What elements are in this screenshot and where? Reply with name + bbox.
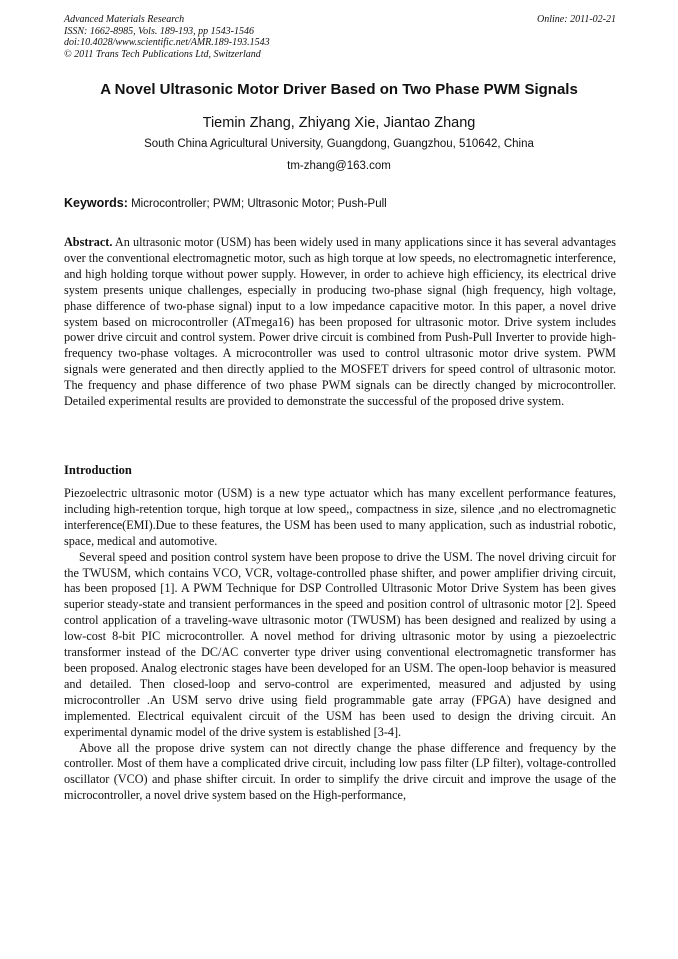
abstract [64, 235, 616, 410]
introduction-body [64, 486, 616, 804]
paragraph: Piezoelectric ultrasonic motor (USM) is a new type actuator which has many excellent performance features, including high-retention torque, high torque at low speed,, compactness in size, silence ,and no electromagnetic interference(EMI).Due to these features, the USM has been used to many application, such as industrial robotic, space, medical and automotive. [64, 486, 616, 548]
keywords-text: Microcontroller; PWM; Ultrasonic Motor; Push-Pull [127, 198, 387, 210]
affiliation: South China Agricultural University, Guangdong, Guangzhou, 510642, China [144, 138, 534, 150]
copyright-line: © 2011 Trans Tech Publications Ltd, Switzerland [64, 48, 261, 60]
journal-header [64, 14, 616, 60]
abstract-label: Abstract. [64, 235, 113, 249]
contact-email: tm-zhang@163.com [287, 160, 391, 172]
keywords-label: Keywords: [64, 196, 128, 210]
author-list: Tiemin Zhang, Zhiyang Xie, Jiantao Zhang [202, 115, 476, 131]
keywords [64, 196, 616, 210]
online-date: Online: 2011-02-21 [537, 14, 616, 25]
issn-line: ISSN: 1662-8985, Vols. 189-193, pp 1543-1546 [64, 25, 254, 37]
doi-line: doi:10.4028/www.scientific.net/AMR.189-193.1543 [64, 37, 270, 48]
paragraph: Above all the propose drive system can not directly change the phase difference and frequency by the controller. Most of them have a complicated drive circuit, including low pass filter (LP filter), voltage-controlled oscillator (VCO) and phase shifter circuit. In order to simplify the drive circuit and improve the usage of the microcontroller, a novel drive system based on the High-performance, [64, 740, 616, 803]
journal-name: Advanced Materials Research [64, 14, 185, 25]
abstract-text: An ultrasonic motor (USM) has been widely used in many applications since it has several advantages over the conventional electromagnetic motor, such as high torque at low speeds, no electromagnetic interference, and high holding torque without power supply. However, in order to achieve high efficiency, its electrical drive system presents unique challenges, especially in producing two-phase signal (high frequency, high voltage, phase difference of two-phase signal) input to a low impedance capacitive motor. In this paper, a novel drive system based on microcontroller (ATmega16) has been proposed for ultrasonic motor. Drive system includes power drive circuit and control system. Power drive circuit is combined from Push-Pull Inverter to provide high-frequency two-phase voltages. A microcontroller was used to control ultrasonic motor drive system. PWM signals were generated and then directly applied to the MOSFET drivers for speed control of ultrasonic motor. The frequency and phase difference of two phase PWM signals can be directly changed by microcontroller. Detailed experimental results are provided to demonstrate the successful of the proposed drive system. [64, 235, 616, 409]
paper-title: A Novel Ultrasonic Motor Driver Based on Two Phase PWM Signals [100, 81, 578, 98]
paragraph: Several speed and position control system have been propose to drive the USM. The novel driving circuit for the TWUSM, which contains VCO, VCR, voltage-controlled phase shifter, and power amplifier driving circuit, has been proposed [1]. A PWM Technique for DSP Controlled Ultrasonic Motor Drive System has been gives superior steady-state and transient performances in the speed and position control of ultrasonic motor [2]. Speed control application of a traveling-wave ultrasonic motor (TWUSM) has been designed and realized by using a low-cost 8-bit PIC microcontroller. A novel method for driving ultrasonic motor by using a piezoelectric transformer instead of the DC/AC converter type driver using conventional electromagnetic transformer has been proposed. Analog electronic stages have been developed for an USM. The open-loop behavior is measured and detailed. Then closed-loop and servo-control are experimented, measured and adjusted by using microcontroller .An USM servo drive using field programmable gate array (FPGA) have designed and implemented. Electrical equivalent circuit of the USM has been used to design the driving circuit. An experimental dynamic model of the drive system is established [3-4]. [64, 549, 616, 739]
introduction-heading: Introduction [64, 463, 132, 477]
